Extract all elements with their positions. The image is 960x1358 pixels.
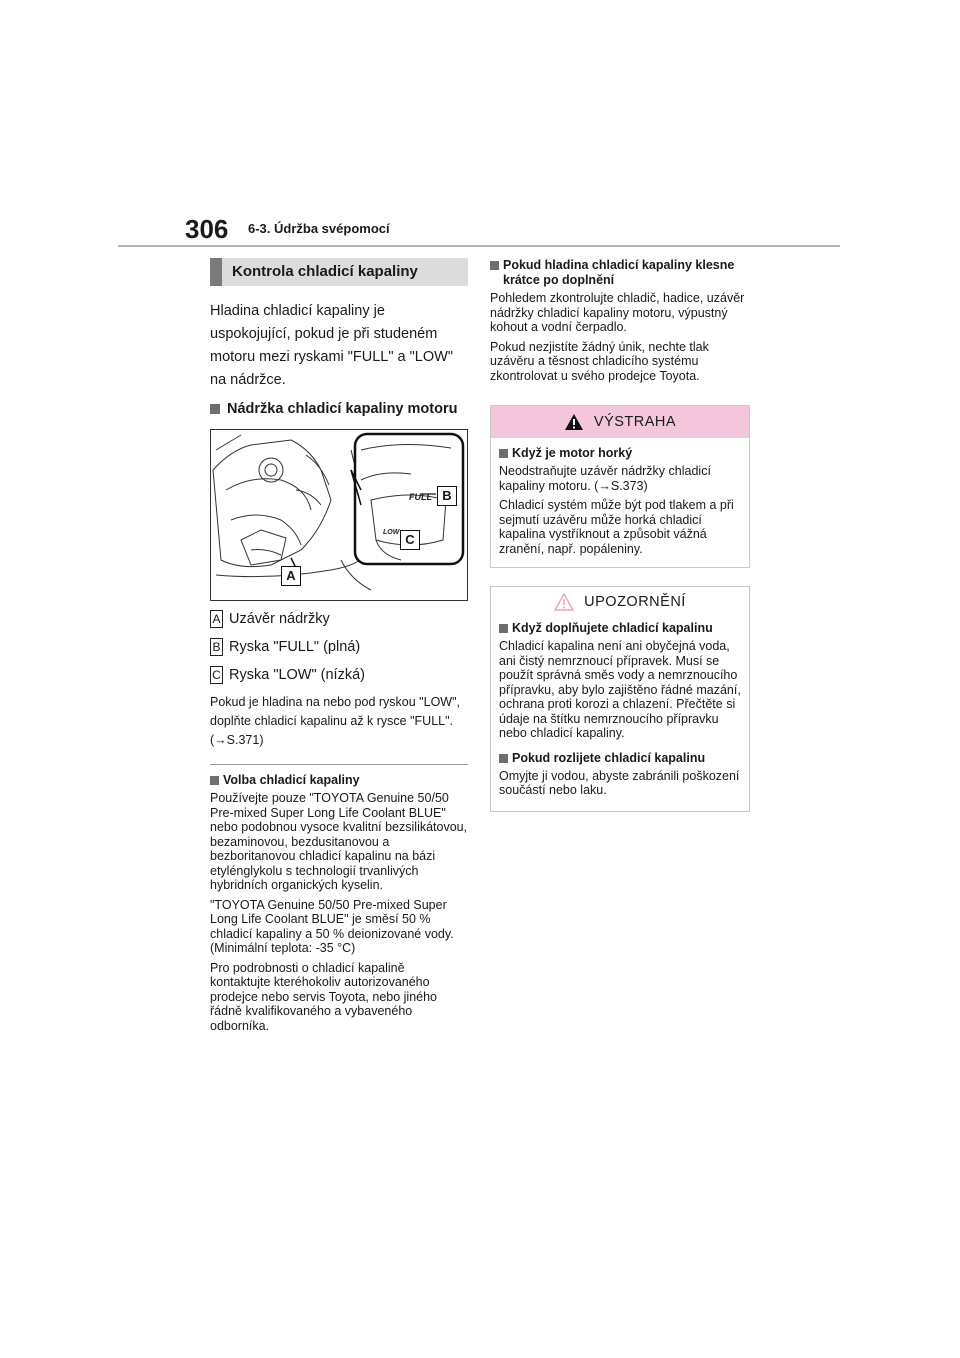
square-bullet-icon	[210, 776, 219, 785]
subheading-text: Když je motor horký	[512, 446, 633, 460]
header-rule	[118, 245, 840, 247]
callout-text: Ryska "FULL" (plná)	[229, 639, 361, 655]
figure-label-a: A	[281, 566, 301, 586]
notice-header	[491, 587, 749, 617]
subheading-coolant-tank	[210, 398, 468, 421]
square-bullet-icon	[210, 404, 220, 414]
figure-label-b: B	[437, 486, 457, 506]
figure-label-c: C	[400, 530, 420, 550]
page-number: 306	[185, 214, 229, 244]
subheading-text: Když doplňujete chladicí kapalinu	[512, 621, 713, 635]
subheading-text: Volba chladicí kapaliny	[223, 773, 360, 787]
callout-letter: C	[210, 666, 223, 684]
refill-note: Pokud je hladina na nebo pod ryskou "LOW", doplňte chladicí kapalinu až k rysce "FULL". (→S.371)	[210, 695, 460, 747]
subheading-coolant-choice	[210, 773, 468, 788]
paragraph: Neodstraňujte uzávěr nádržky chladicí kapaliny motoru. (→S.373)	[499, 464, 711, 493]
paragraph: Pohledem zkontrolujte chladič, hadice, uzávěr nádržky chladicí kapaliny motoru, výpustný kohout a vodní čerpadlo.	[490, 291, 745, 334]
main-heading: Kontrola chladicí kapaliny	[210, 258, 468, 286]
left-column	[210, 258, 468, 1038]
right-column	[490, 258, 750, 812]
low-mark-text: LOW	[383, 529, 400, 536]
subheading-engine-hot	[499, 446, 741, 461]
warning-header	[491, 406, 749, 438]
notice-body	[491, 617, 749, 811]
subheading-text: Nádržka chladicí kapaliny motoru	[227, 401, 458, 417]
paragraph: Pro podrobnosti o chladicí kapalině kontaktujte kteréhokoliv autorizovaného prodejce nebo servis Toyota, nebo jiného řádně kvalifikovaného a vybaveného odborníka.	[210, 960, 438, 1033]
warning-triangle-icon	[564, 413, 584, 431]
notice-box	[490, 586, 750, 812]
paragraph: "TOYOTA Genuine 50/50 Pre-mixed Super Long Life Coolant BLUE" je směsí 50 % chladicí kapaliny a 50 % deionizované vody. (Minimální teplota: -35 °C)	[210, 897, 454, 955]
warning-box	[490, 405, 750, 568]
callout-b	[210, 637, 468, 657]
paragraph: Pokud nezjistíte žádný únik, nechte tlak uzávěru a těsnost chladicího systému zkontrolovat u svého prodejce Toyota.	[490, 339, 709, 383]
subheading-text: Pokud hladina chladicí kapaliny klesne krátce po doplnění	[503, 258, 735, 287]
notice-title: UPOZORNĚNÍ	[584, 594, 686, 610]
square-bullet-icon	[499, 624, 508, 633]
callout-letter: B	[210, 638, 223, 656]
warning-body	[491, 438, 749, 567]
caution-triangle-icon	[554, 593, 574, 611]
callout-text: Ryska "LOW" (nízká)	[229, 667, 365, 683]
paragraph: Chladicí kapalina není ani obyčejná voda, ani čistý nemrznoucí přípravek. Musí se použít správná směs vody a nemrznoucího přípravku, aby bylo zajištěno řádné mazání, ochrana proti korozi a chlazení. Přečtěte si údaje na štítku nemrznoucího přípravku nebo chladicí kapaliny.	[499, 639, 741, 740]
engine-bay-figure	[210, 429, 468, 601]
divider	[210, 764, 468, 765]
callout-letter: A	[210, 610, 223, 628]
paragraph: Omyjte ji vodou, abyste zabránili poškození součástí nebo laku.	[499, 768, 740, 797]
callout-c	[210, 665, 468, 685]
full-mark-text: FULL	[409, 492, 432, 502]
intro-paragraph: Hladina chladicí kapaliny je uspokojující, pokud je při studeném motoru mezi ryskami "FULL" a "LOW" na nádržce.	[210, 303, 453, 388]
square-bullet-icon	[499, 754, 508, 763]
square-bullet-icon	[490, 261, 499, 270]
paragraph: Chladicí systém může být pod tlakem a při sejmutí uzávěru může horká chladicí kapalina vystříknout a způsobit vážná zranění, např. popáleniny.	[499, 498, 734, 556]
warning-title: VÝSTRAHA	[593, 414, 677, 430]
subheading-spill	[499, 751, 741, 766]
engine-illustration	[211, 430, 467, 600]
callout-text: Uzávěr nádržky	[229, 611, 330, 627]
subheading-text: Pokud rozlijete chladicí kapalinu	[512, 750, 706, 765]
subheading-refill	[499, 621, 741, 636]
subheading-level-drops	[490, 258, 750, 288]
paragraph: Používejte pouze "TOYOTA Genuine 50/50 Pre-mixed Super Long Life Coolant BLUE" nebo podobnou vysoce kvalitní bezsilikátovou, bezaminovou, bezdusitanovou a bezboritanovou chladicí kapalinu na bázi etylénglykolu s technologií trvanlivých hybridních organických kyselin.	[210, 791, 468, 892]
callout-a	[210, 609, 468, 629]
square-bullet-icon	[499, 449, 508, 458]
section-title: 6-3. Údržba svépomocí	[248, 221, 390, 236]
